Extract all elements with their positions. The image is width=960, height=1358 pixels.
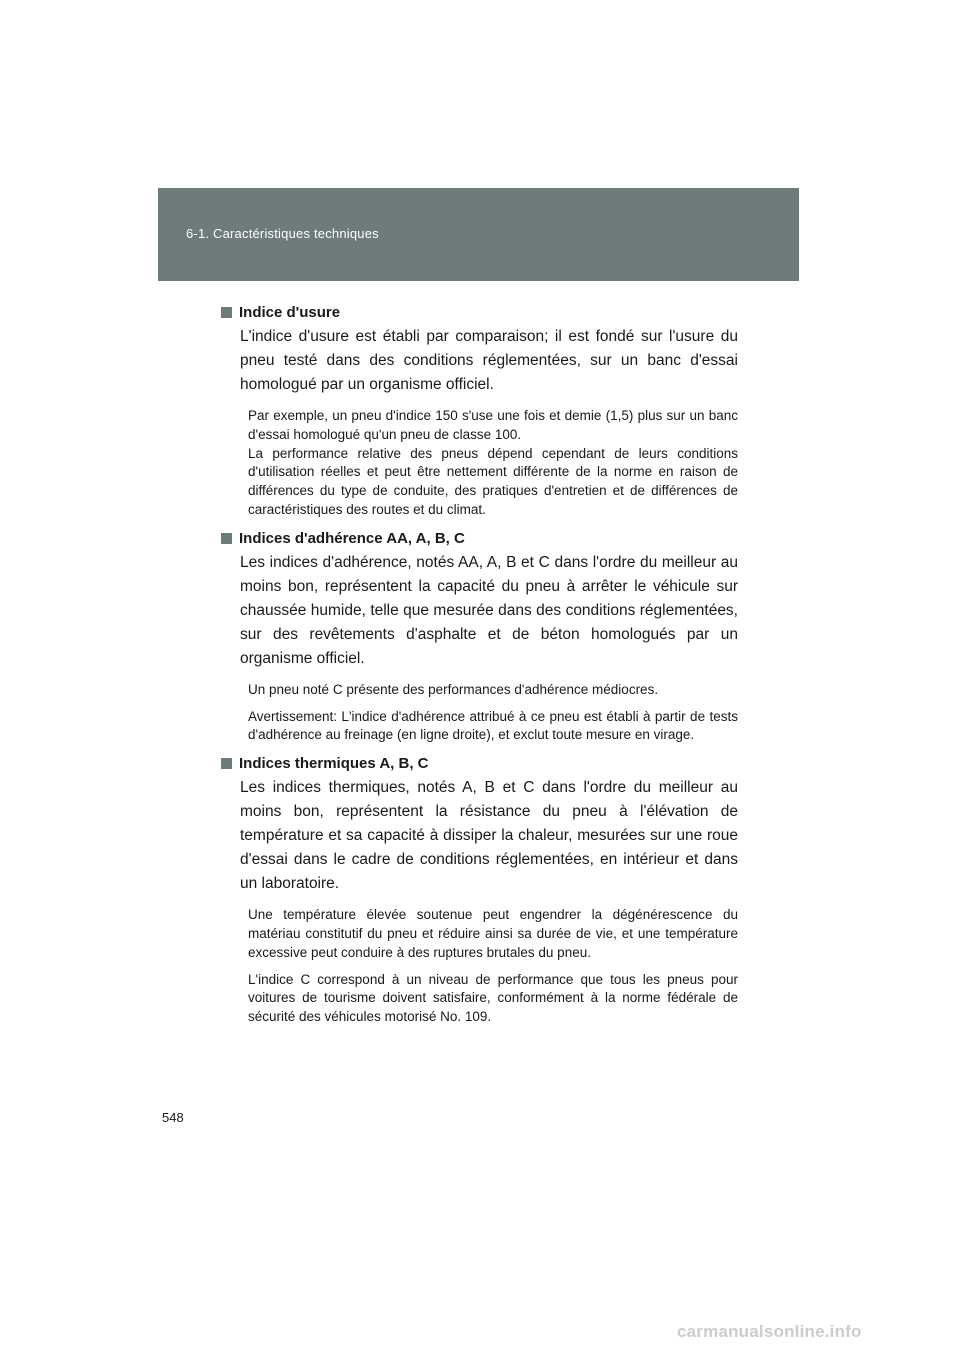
section-treadwear [221, 304, 738, 520]
section-heading [221, 530, 738, 547]
chapter-title: 6-1. Caractéristiques techniques [186, 226, 379, 241]
section-heading [221, 304, 738, 321]
section-heading-text: Indice d'usure [239, 304, 341, 321]
square-bullet-icon [221, 533, 232, 544]
section-traction [221, 530, 738, 745]
section-note: Par exemple, un pneu d'indice 150 s'use une fois et demie (1,5) plus sur un banc d'essai homologué qu'un pneu de classe 100. [248, 408, 738, 442]
section-note: L'indice C correspond à un niveau de performance que tous les pneus pour voitures de tourisme doivent satisfaire, conformément à la norme fédérale de sécurité des véhicules motorisé No. 109. [248, 971, 738, 1025]
section-heading [221, 755, 738, 772]
section-note: Une température élevée soutenue peut engendrer la dégénérescence du matériau constitutif du pneu et réduire ainsi sa durée de vie, et une température excessive peut conduire à des ruptures brutales du pneu. [248, 907, 738, 960]
section-body: Les indices thermiques, notés A, B et C dans l'ordre du meilleur au moins bon, représentent la résistance du pneu à l'élévation de température et sa capacité à dissiper la chaleur, mesurées sur une roue d'essai dans le cadre de conditions réglementées, en intérieur et dans un laboratoire. [240, 779, 738, 893]
page-number: 548 [162, 1110, 184, 1125]
chapter-header-bar [158, 188, 799, 281]
section-body: L'indice d'usure est établi par comparaison; il est fondé sur l'usure du pneu testé dans des conditions réglementées, sur un banc d'essai homologué par un organisme officiel. [240, 328, 738, 393]
section-note: Avertissement: L'indice d'adhérence attribué à ce pneu est établi à partir de tests d'adhérence au freinage (en ligne droite), et exclut toute mesure en virage. [248, 708, 738, 743]
page-content [221, 304, 738, 1035]
watermark: carmanualsonline.info [677, 1322, 862, 1341]
section-note: Un pneu noté C présente des performances d'adhérence médiocres. [248, 681, 659, 697]
section-heading-text: Indices d'adhérence AA, A, B, C [239, 529, 465, 547]
section-note: La performance relative des pneus dépend cependant de leurs conditions d'utilisation réelles et peut être nettement différente de la norme en raison de différences du type de conduite, des pratiques d'entretien et de différences de caractéristiques des routes et du climat. [248, 445, 738, 517]
section-body: Les indices d'adhérence, notés AA, A, B et C dans l'ordre du meilleur au moins bon, représentent la capacité du pneu à arrêter le véhicule sur chaussée humide, telle que mesurée dans des conditions réglementées, sur des revêtements d'asphalte et de béton homologués par un organisme officiel. [240, 553, 738, 667]
square-bullet-icon [221, 307, 232, 318]
section-heading-text: Indices thermiques A, B, C [239, 755, 429, 773]
section-temperature [221, 755, 738, 1027]
square-bullet-icon [221, 758, 232, 769]
